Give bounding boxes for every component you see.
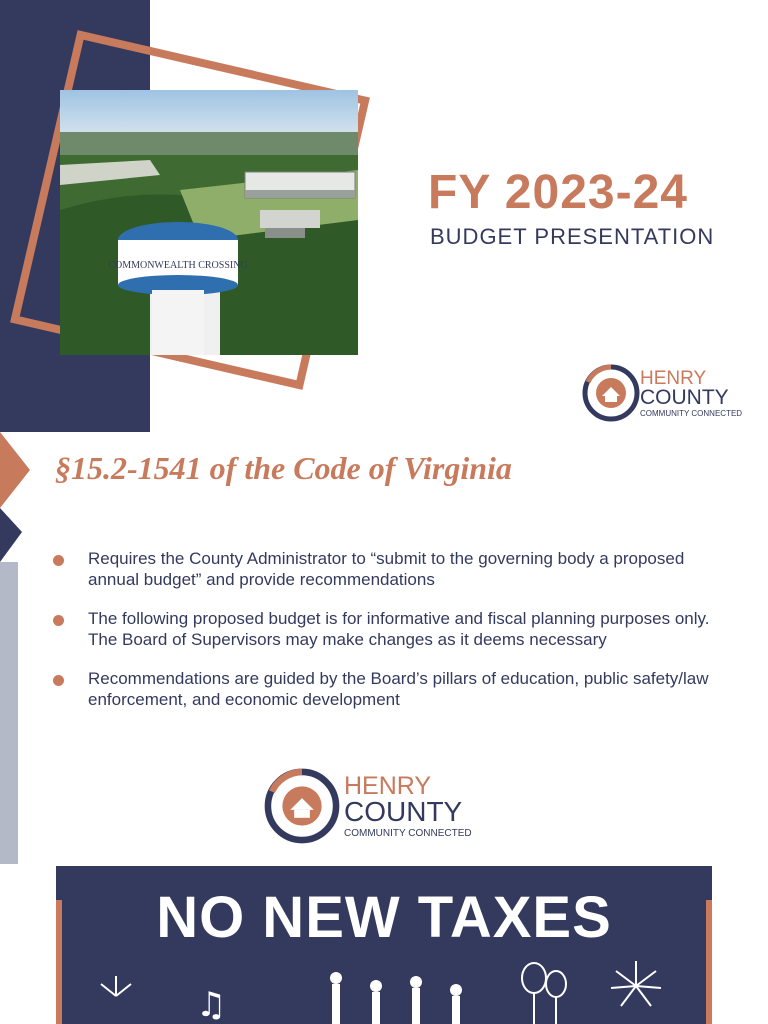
logo-line-county: COUNTY — [640, 386, 729, 409]
bullet-dot-icon — [53, 675, 64, 686]
bullet-list — [50, 548, 740, 728]
logo-tagline: COMMUNITY CONNECTED — [640, 409, 743, 418]
grey-side-band — [0, 562, 18, 864]
list-item — [50, 548, 740, 590]
bullet-dot-icon — [53, 615, 64, 626]
bullet-text: The following proposed budget is for informative and fiscal planning purposes only. The Board of Supervisors may make changes as it deems necessary — [88, 609, 710, 649]
copper-side-bar-left — [56, 900, 62, 1024]
crowd-silhouette-icon — [330, 972, 462, 1024]
firework-burst-icon — [101, 976, 131, 996]
bullet-text: Recommendations are guided by the Board’s pillars of education, public safety/law enforcement, and economic development — [88, 669, 709, 709]
logo-line-henry: HENRY — [640, 368, 707, 389]
code-of-virginia-slide — [0, 432, 768, 864]
firework-icon — [611, 961, 661, 1006]
henry-county-seal-icon — [264, 768, 340, 844]
tower-text: COMMONWEALTH CROSSING — [108, 260, 248, 271]
budget-year-title: FY 2023-24 — [428, 166, 688, 219]
slide-title: §15.2-1541 of the Code of Virginia — [55, 450, 512, 486]
balloon-icon — [522, 963, 566, 1024]
henry-county-logo-large — [264, 768, 494, 844]
bullet-dot-icon — [53, 555, 64, 566]
logo-tagline: COMMUNITY CONNECTED — [344, 828, 472, 839]
list-item — [50, 668, 740, 710]
henry-county-seal-icon — [582, 364, 640, 422]
logo-line-henry: HENRY — [344, 772, 432, 800]
budget-presentation-subtitle: BUDGET PRESENTATION — [430, 224, 715, 249]
no-new-taxes-slide — [56, 866, 712, 1024]
no-new-taxes-headline: NO NEW TAXES — [156, 885, 612, 950]
celebration-icons — [56, 956, 712, 1024]
commonwealth-crossing-photo — [60, 90, 358, 355]
logo-line-county: COUNTY — [344, 796, 463, 827]
music-notes-icon: ♫ — [196, 985, 227, 1024]
copper-side-bar-right — [706, 900, 712, 1024]
henry-county-logo — [582, 364, 752, 422]
cover-slide — [0, 0, 768, 432]
bullet-text: Requires the County Administrator to “submit to the governing body a proposed annual budget” and provide recommendations — [88, 549, 685, 589]
chevron-accent-icon — [0, 432, 40, 572]
list-item — [50, 608, 740, 650]
